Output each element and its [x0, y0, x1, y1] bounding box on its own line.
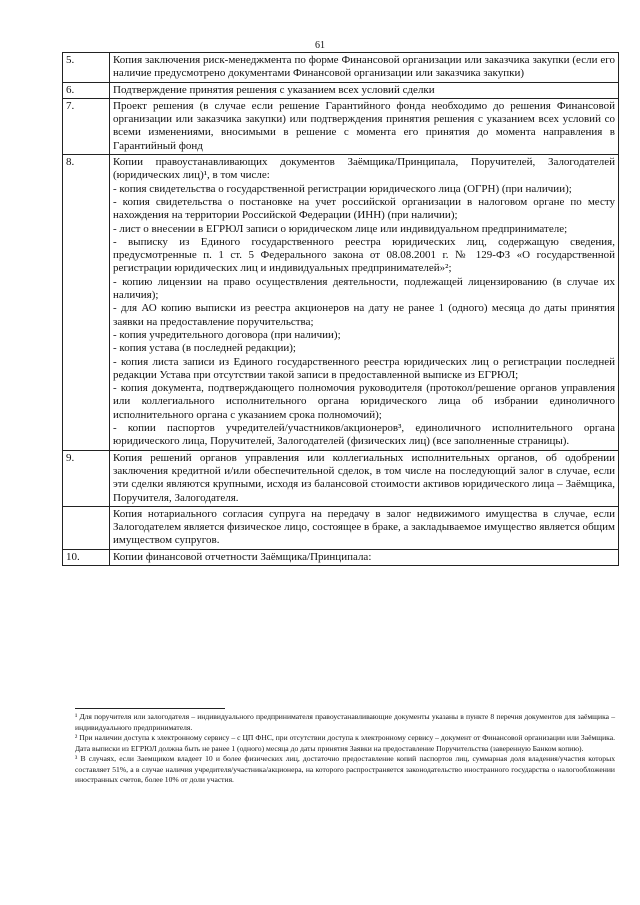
table-row	[63, 155, 619, 451]
row-text-line: - копию лицензии на право осуществления деятельности, подлежащей лицензированию (в случае их наличия);	[113, 275, 615, 302]
row-text	[110, 450, 619, 506]
row-text-line: - лист о внесении в ЕГРЮЛ записи о юридическом лице или индивидуальном предпринимателе;	[113, 222, 568, 235]
row-text-line: - копия устава (в последней редакции);	[113, 342, 296, 355]
row-number: 7.	[63, 98, 110, 154]
row-number: 6.	[63, 82, 110, 98]
row-number: 5.	[63, 53, 110, 83]
footnote-1: ¹ Для поручителя или залогодателя – индивидуального предпринимателя правоустанавливающие документы указаны в пункте 8 перечня документов для заёмщика – индивидуального предпринимателя.	[75, 712, 615, 732]
row-text	[110, 82, 619, 98]
table-row	[63, 506, 619, 549]
row-number	[63, 506, 110, 549]
row-text	[110, 98, 619, 154]
row-text	[110, 53, 619, 83]
table-row	[63, 450, 619, 506]
row-text	[110, 155, 619, 451]
documents-table	[62, 52, 619, 566]
row-text-line: - выписку из Единого государственного реестра юридических лиц, содержащую сведения, предусмотренные п. 1 ст. 5 Федерального закона от 08.08.2001 г. № 129-ФЗ «О государственной регистрации юридических лиц и индивидуальных предпринимателей»²;	[113, 235, 615, 275]
row-text-line: Копии правоустанавливающих документов Заёмщика/Принципала, Поручителей, Залогодателей (юридических лиц)¹, в том числе:	[113, 156, 615, 182]
row-text-line: - копии паспортов учредителей/участников/акционеров³, единоличного исполнительного органа юридического лица, Поручителей, Залогодателей (физических лиц) (все заполненные страницы).	[113, 422, 615, 448]
page-number: 61	[315, 40, 325, 51]
footnote-divider	[75, 708, 225, 709]
footnotes	[75, 712, 615, 786]
row-text-line: - копия свидетельства о государственной регистрации юридического лица (ОГРН) (при наличии);	[113, 182, 572, 195]
row-text-line: Копия заключения риск-менеджмента по форме Финансовой организации или заказчика закупки (если его наличие предусмотрено документами Финансовой организации или заказчика закупки)	[113, 54, 615, 80]
row-number: 8.	[63, 155, 110, 451]
row-text-line: Копия нотариального согласия супруга на передачу в залог недвижимого имущества в случае, если Залогодателем является физическое лицо, состоящее в браке, а закладываемое имущество является общим имуществом супругов.	[113, 507, 615, 547]
row-text-line: - копия листа записи из Единого государственного реестра юридических лиц о регистрации последней редакции Устава при отсутствии такой записи в предоставленной выписке из ЕГРЮЛ;	[113, 355, 615, 381]
footnote-3: ³ В случаях, если Заемщиком владеет 10 и более физических лиц, достаточно предоставление копий паспортов лиц, суммарная доля владения/участия которых составляет 51%, а в случае наличия учредителя/участника/акционера, на которого распространяется законодательство иностранного государства о налогообложении иностранных счетов, более 10% от доли участия.	[75, 754, 615, 784]
row-number: 10.	[63, 549, 110, 565]
row-text-line: Подтверждение принятия решения с указанием всех условий сделки	[113, 83, 435, 96]
row-text-line: Копия решений органов управления или коллегиальных исполнительных органов, об одобрении заключения кредитной и/или обеспечительной сделок, в том числе на последующий залог в случае, если эти сделки являются крупными, исходя из балансовой стоимости активов юридического лица – Заёмщика, Поручителя, Залогодателя.	[113, 451, 615, 504]
row-text-line: - копия учредительного договора (при наличии);	[113, 328, 341, 341]
footnote-2: ² При наличии доступа к электронному сервису – с ЦП ФНС, при отсутствии доступа к электронному сервису – документ от Финансовой организации или Заёмщика. Дата выписки из ЕГРЮЛ должна быть не ранее 1 (одного) месяца до даты принятия Заявки на предоставление Поручительства (заверенную Банком копию).	[75, 733, 615, 753]
row-text-line: - для АО копию выписки из реестра акционеров на дату не ранее 1 (одного) месяца до даты принятия заявки на предоставление поручительства;	[113, 302, 615, 328]
row-text-line: Копии финансовой отчетности Заёмщика/Принципала:	[113, 550, 372, 563]
table-row	[63, 82, 619, 98]
row-text	[110, 549, 619, 565]
row-text-line: - копия свидетельства о постановке на учет российской организации в налоговом органе по месту нахождения на территории Российской Федерации (ИНН) (при наличии);	[113, 195, 615, 222]
row-number: 9.	[63, 450, 110, 506]
table-row	[63, 549, 619, 565]
table-row	[63, 53, 619, 83]
row-text	[110, 506, 619, 549]
row-text-line: Проект решения (в случае если решение Гарантийного фонда необходимо до решения Финансовой организации или заказчика закупки) или подтверждения принятия решения с указанием всех условий со всеми изменениями, вносимыми в решение с момента его принятия до момента направления в Гарантийный фонд	[113, 99, 615, 152]
table-row	[63, 98, 619, 154]
row-text-line: - копия документа, подтверждающего полномочия руководителя (протокол/решение органов управления или коллегиального исполнительного органа юридического лица об избрании единоличного исполнительного органа с указанием срока полномочий);	[113, 382, 615, 421]
